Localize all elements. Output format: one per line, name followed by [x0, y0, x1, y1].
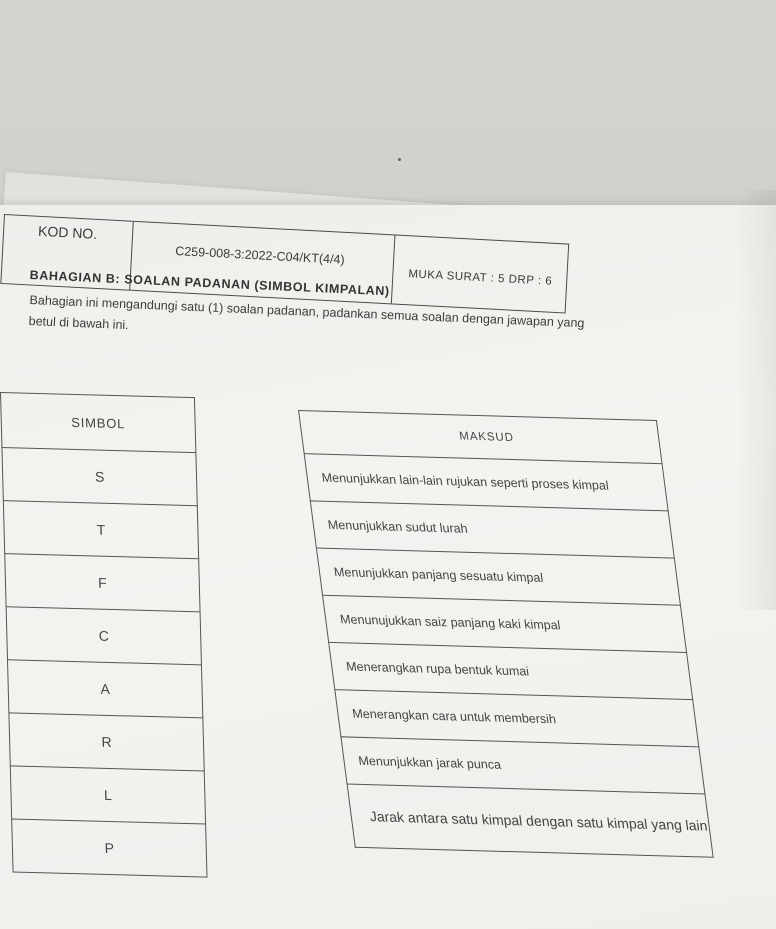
- speck-mark: [398, 158, 401, 161]
- simbol-row: F: [5, 554, 200, 612]
- maksud-row: Menunujukkan saiz panjang kaki kimpal: [323, 595, 687, 652]
- kod-value: C259-008-3:2022-C04/KT(4/4): [174, 244, 345, 267]
- maksud-row: Menunjukkan jarak punca: [341, 737, 705, 794]
- simbol-row: A: [8, 660, 203, 718]
- simbol-row: R: [9, 713, 204, 771]
- section-title: BAHAGIAN B: SOALAN PADANAN (SIMBOL KIMPALAN): [29, 268, 391, 299]
- maksud-table: [298, 410, 709, 857]
- kod-label: KOD NO.: [37, 222, 98, 242]
- simbol-table: [0, 392, 208, 878]
- maksud-row: Menerangkan cara untuk membersih: [335, 690, 699, 747]
- maksud-row: Jarak antara satu kimpal dengan satu kimpal yang lain: [347, 784, 713, 857]
- simbol-row: C: [6, 607, 201, 665]
- maksud-row: Menunjukkan lain-lain rujukan seperti proses kimpal: [304, 454, 668, 511]
- maksud-row: Menerangkan rupa bentuk kumai: [329, 642, 693, 699]
- simbol-row: T: [3, 501, 198, 559]
- simbol-row: L: [10, 766, 205, 824]
- simbol-header: SIMBOL: [1, 393, 196, 453]
- page-info: MUKA SURAT : 5 DRP : 6: [408, 268, 553, 288]
- page-edge-shadow: [736, 190, 776, 610]
- maksud-row: Menunjukkan panjang sesuatu kimpal: [316, 548, 680, 605]
- simbol-row: P: [12, 819, 207, 877]
- simbol-row: S: [2, 448, 197, 506]
- section-instruction: Bahagian ini mengandungi satu (1) soalan padanan, padankan semua soalan dengan jawapan yang betul di bawah ini.: [28, 292, 585, 333]
- maksud-row: Menunjukkan sudut lurah: [310, 501, 674, 558]
- page-info-cell: [391, 235, 568, 312]
- maksud-header: MAKSUD: [299, 411, 662, 464]
